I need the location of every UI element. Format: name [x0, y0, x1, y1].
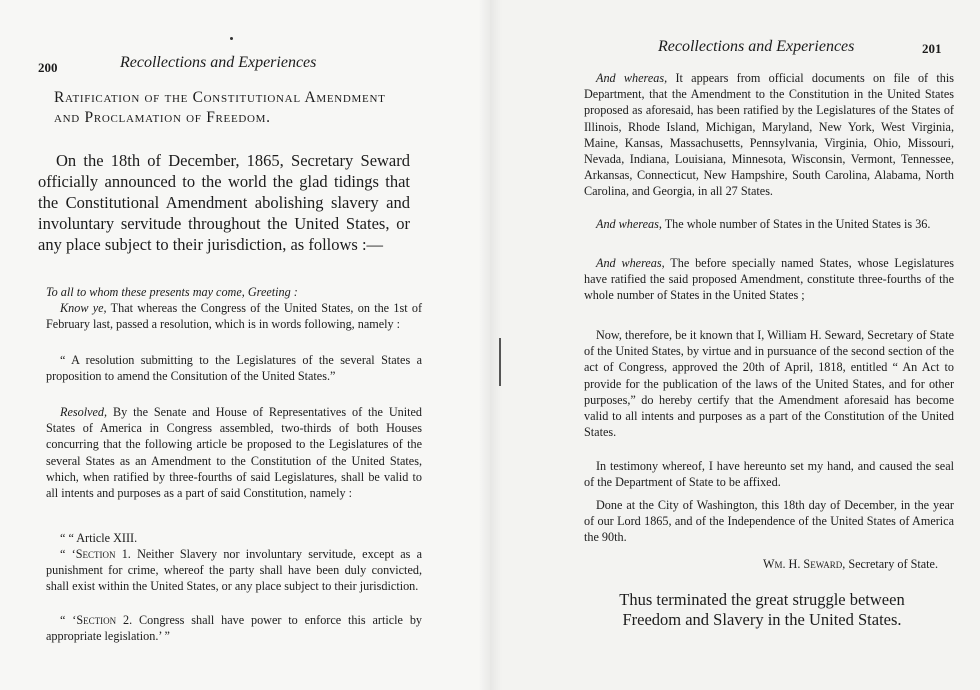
section-2-prefix: “ ‘	[60, 613, 77, 627]
section-2-paragraph	[46, 612, 422, 644]
whereas-1-text: It appears from official documents on file of this Department, that the Amendment to the Constitution in the United States proposed as aforesaid, has been ratified by the Legislatures of the States of Illinois, Rhode Island, Michigan, Maryland, New York, West Virginia, Maine, Kansas, Massachusetts, Pennsylvania, Virginia, Ohio, Missouri, Nevada, Indiana, Louisiana, Minnesota, Wisconsin, Vermont, Tennessee, Arkansas, Connecticut, New Hampshire, South Carolina, Alabama, North Carolina, and Georgia, in all 27 States.	[584, 71, 955, 199]
article-heading: “ “ Article XIII.	[60, 531, 138, 545]
section-1-label: Section 1.	[75, 547, 131, 561]
salutation: To all to whom these presents may come, Greeting :	[46, 285, 298, 299]
now-therefore-paragraph: Now, therefore, be it known that I, William H. Seward, Secretary of State of the United States, by virtue and in pursuance of the second section of the act of Congress, approved the 20th of April, 1818, entitled “ An Act to provide for the publication of the laws of the United States, and for other purposes,” do hereby certify that the Amendment aforesaid has become valid to all intents and purposes as a part of the Constitution of the United States.	[584, 328, 954, 440]
print-speck	[230, 37, 233, 40]
resolved-text: By the Senate and House of Representatives of the United States of America in Congress assembled, two-thirds of both Houses concurring that the following article be proposed to the Legislatures of the several States as an Amendment to the Constitution of the United States, which, when ratified by three-fourths of said Legislatures, shall be valid to all intents and purposes as a part of said Constitution, namely :	[46, 405, 422, 501]
whereas-2-lead: And whereas,	[596, 217, 662, 231]
lead-paragraph: On the 18th of December, 1865, Secretary Seward officially announced to the world the glad tidings that the Constitutional Amendment abolishing slavery and involuntary servitude throughout the United States, or any place subject to their jurisdiction, as follows :—	[38, 151, 410, 254]
resolved-paragraph	[46, 404, 422, 501]
know-ye-lead: Know ye,	[60, 301, 107, 315]
gutter-mark	[499, 338, 501, 386]
whereas-3-lead: And whereas,	[596, 256, 665, 270]
know-ye-paragraph	[46, 300, 422, 332]
whereas-ratified-paragraph	[584, 70, 954, 200]
done-at-paragraph: Done at the City of Washington, this 18th day of December, in the year of our Lord 1865, and of the Independence of the United States of America the 90th.	[584, 498, 954, 545]
section-1-text: Neither Slavery nor involuntary servitude, except as a punishment for crime, whereof the party shall have been duly convicted, shall exist within the United States, or any place subject to their jurisdiction.	[46, 547, 423, 594]
page-number-left: 200	[38, 60, 58, 75]
whereas-3-text: The before specially named States, whose Legislatures have ratified the said proposed Amendment, constitute three-fourths of the whole number of States in the United States ;	[584, 256, 954, 303]
section-title: Ratification of the Constitutional Amendment and Proclamation of Freedom.	[54, 89, 386, 126]
running-head-left: Recollections and Experiences	[120, 54, 317, 71]
whereas-total-paragraph	[584, 216, 954, 232]
whereas-three-fourths-paragraph	[584, 255, 954, 304]
page-number-right: 201	[922, 41, 942, 56]
whereas-2-text: The whole number of States in the United States is 36.	[664, 217, 931, 231]
section-2-text: Congress shall have power to enforce this article by appropriate legislation.’ ”	[46, 613, 423, 644]
closing-statement: Thus terminated the great struggle between Freedom and Slavery in the United States.	[619, 590, 905, 629]
know-ye-text: That whereas the Congress of the United States, on the 1st of February last, passed a resolution, which is in words following, namely :	[46, 301, 423, 332]
section-1-prefix: “ ‘	[60, 547, 76, 561]
signature-line	[584, 556, 938, 572]
signature-name: Wm. H. Seward,	[762, 557, 846, 571]
signature-title: Secretary of State.	[848, 557, 938, 571]
testimony-paragraph: In testimony whereof, I have hereunto set my hand, and caused the seal of the Department of State to be affixed.	[584, 459, 954, 490]
running-head-right: Recollections and Experiences	[658, 38, 855, 55]
whereas-1-lead: And whereas,	[596, 71, 668, 85]
resolved-lead: Resolved,	[60, 405, 108, 419]
section-1-paragraph	[46, 546, 422, 595]
section-2-label: Section 2.	[76, 613, 133, 627]
resolution-paragraph: “ A resolution submitting to the Legislatures of the several States a proposition to amend the Consitution of the United States.”	[46, 353, 422, 384]
